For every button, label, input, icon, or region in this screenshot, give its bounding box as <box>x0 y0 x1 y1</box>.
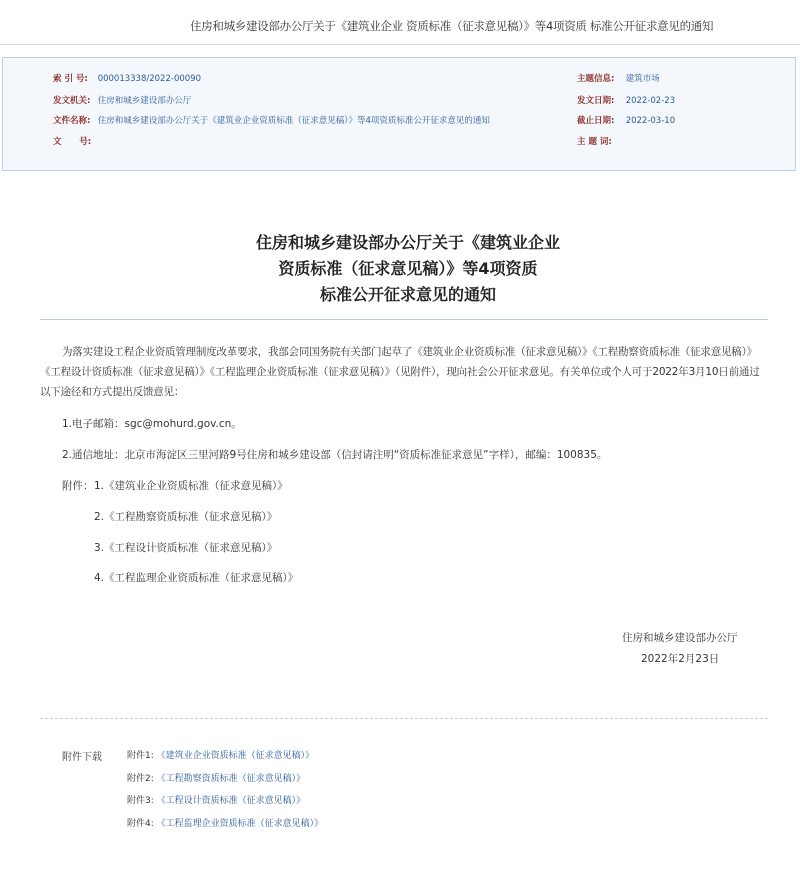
download-item-4 <box>127 816 323 829</box>
article-title <box>170 230 646 308</box>
meta-deadline-value: 2022-03-10 <box>625 116 676 126</box>
meta-docname-label: 文件名称: <box>53 116 91 126</box>
attachment-label: 附件： <box>62 480 94 492</box>
header-divider <box>0 44 800 45</box>
meta-docname-row <box>53 114 490 126</box>
meta-keyword-row <box>577 135 623 147</box>
download-item-1 <box>127 748 314 761</box>
meta-docname-value: 住房和城乡建设部办公厅关于《建筑业企业资质标准（征求意见稿）》等4项资质标准公开征求意见的通知 <box>97 116 490 126</box>
intro-paragraph: 为落实建设工程企业资质管理制度改革要求，我部会同国务院有关部门起草了《建筑业企业资质标准（征求意见稿）》《工程勘察资质标准（征求意见稿）》《工程设计资质标准（征求意见稿）》《工程监理企业资质标准（征求意见稿）》（见附件），现向社会公开征求意见。有关单位或个人可于2022年3月10日前通过以下途径和方式提出反馈意见： <box>40 346 760 398</box>
meta-index-value: 000013338/2022-00090 <box>97 74 201 84</box>
download-link-2[interactable]: 《工程勘察资质标准（征求意见稿）》 <box>156 774 306 784</box>
page-breadcrumb-title: 住房和城乡建设部办公厅关于《建筑业企业 资质标准（征求意见稿）》等4项资质 标准公开征求意见的通知 <box>190 19 714 33</box>
meta-issuer-row <box>53 94 191 106</box>
address-line: 2.通信地址：北京市海淀区三里河路9号住房和城乡建设部（信封请注明“资质标准征求意见”字样），邮编：100835。 <box>62 449 608 461</box>
download-item-number: 附件3: <box>127 796 154 806</box>
meta-date-label: 发文日期: <box>577 96 615 106</box>
meta-deadline-label: 截止日期: <box>577 116 615 126</box>
attachment-item-1: 1.《建筑业企业资质标准（征求意见稿）》 <box>94 480 288 492</box>
meta-docno-row <box>53 135 95 147</box>
signature-org: 住房和城乡建设部办公厅 <box>622 632 738 644</box>
metadata-panel <box>2 57 796 171</box>
meta-issuer-value: 住房和城乡建设部办公厅 <box>97 96 192 106</box>
signature-date: 2022年2月23日 <box>641 653 720 665</box>
download-link-1[interactable]: 《建筑业企业资质标准（征求意见稿）》 <box>156 751 315 761</box>
download-link-4[interactable]: 《工程监理企业资质标准（征求意见稿）》 <box>156 819 324 829</box>
title-divider <box>40 319 768 320</box>
attachment-item-2: 2.《工程勘察资质标准（征求意见稿）》 <box>94 511 278 523</box>
meta-index-label: 索 引 号: <box>53 74 88 84</box>
meta-issuer-label: 发文机关: <box>53 96 91 106</box>
email-line: 1.电子邮箱：sgc@mohurd.gov.cn。 <box>62 418 242 430</box>
download-item-3 <box>127 793 305 806</box>
meta-date-row <box>577 94 675 106</box>
attachment-item-3: 3.《工程设计资质标准（征求意见稿）》 <box>94 542 278 554</box>
meta-index-row <box>53 72 201 84</box>
meta-keyword-label: 主 题 词: <box>577 137 612 147</box>
meta-docno-label: 文 号: <box>53 137 92 147</box>
download-item-number: 附件1: <box>127 751 154 761</box>
meta-topic-row <box>577 72 660 84</box>
meta-date-value: 2022-02-23 <box>625 96 676 106</box>
article-title-line3: 标准公开征求意见的通知 <box>319 285 496 304</box>
meta-topic-value: 建筑市场 <box>625 74 660 84</box>
article-title-line2: 资质标准（征求意见稿）》等4项资质 <box>278 259 538 278</box>
download-item-number: 附件4: <box>127 819 154 829</box>
download-link-3[interactable]: 《工程设计资质标准（征求意见稿）》 <box>156 796 306 806</box>
meta-deadline-row <box>577 114 675 126</box>
download-section-label: 附件下载 <box>62 752 102 763</box>
download-item-2 <box>127 771 305 784</box>
download-divider <box>40 718 768 719</box>
download-item-number: 附件2: <box>127 774 154 784</box>
meta-topic-label: 主题信息: <box>577 74 615 84</box>
attachment-item-4: 4.《工程监理企业资质标准（征求意见稿）》 <box>94 572 299 584</box>
article-title-line1: 住房和城乡建设部办公厅关于《建筑业企业 <box>255 233 560 252</box>
